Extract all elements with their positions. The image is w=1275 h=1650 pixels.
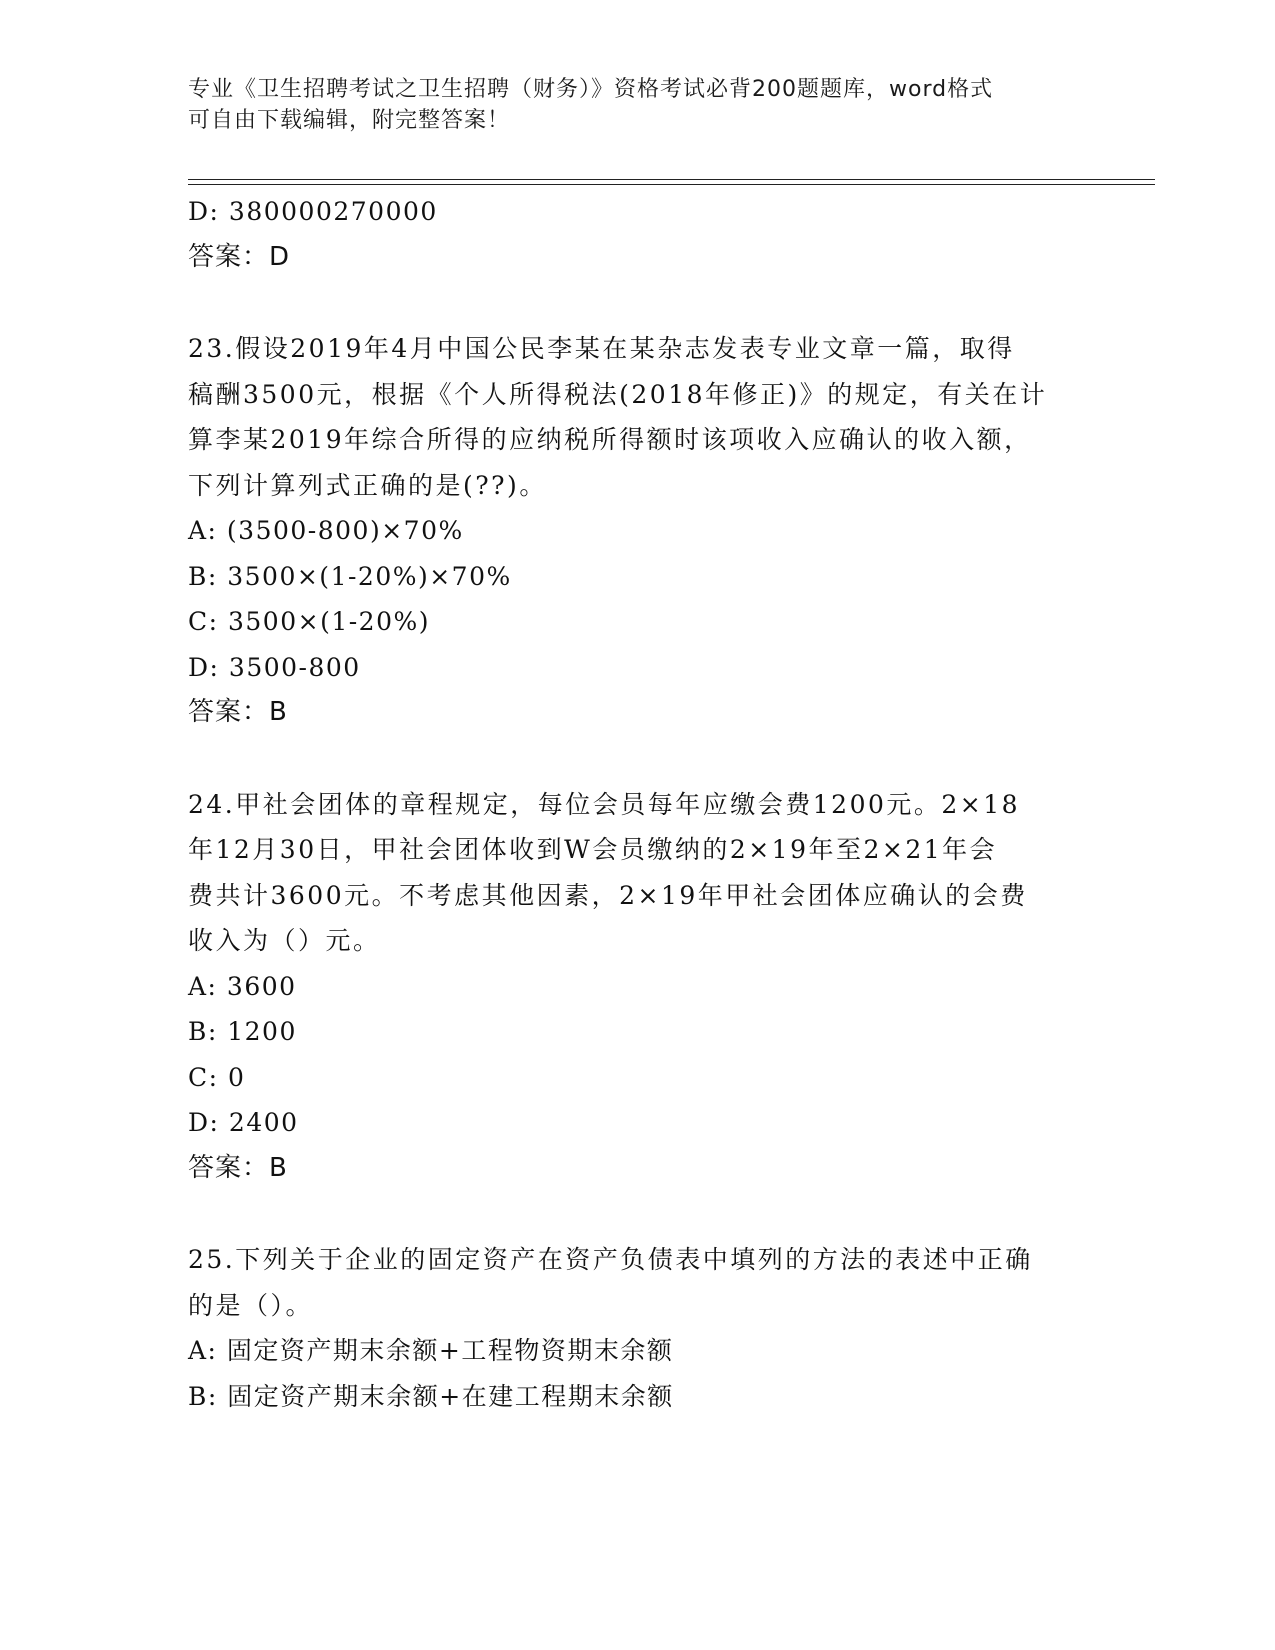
question-24	[188, 782, 1088, 1192]
option-a: A: 固定资产期末余额+工程物资期末余额	[188, 1336, 674, 1365]
answer-line: 答案：B	[188, 697, 288, 727]
question-list	[188, 189, 1088, 1419]
question-text-line: 23.假设2019年4月中国公民李某在某杂志发表专业文章一篇，取得	[188, 334, 1015, 363]
question-text-line: 费共计3600元。不考虑其他因素，2×19年甲社会团体应确认的会费	[188, 880, 1028, 910]
option-d: D: 3500-800	[188, 652, 361, 682]
header-title-line-1: 专业《卫生招聘考试之卫生招聘（财务）》资格考试必背200题题库，word格式	[188, 77, 994, 102]
question-text-line: 算李某2019年综合所得的应纳税所得额时该项收入应确认的收入额，	[188, 425, 1032, 454]
option-c: C: 0	[188, 1062, 246, 1092]
option-a: A: (3500-800)×70%	[188, 516, 464, 545]
question-text-line: 收入为（）元。	[188, 926, 381, 955]
header-title-line-2: 可自由下载编辑，附完整答案！	[188, 108, 511, 133]
question-text-line: 的是（）。	[188, 1290, 314, 1320]
option-b: B: 1200	[188, 1017, 297, 1046]
header-divider-top	[188, 179, 1155, 180]
answer-line: 答案：B	[188, 1152, 288, 1183]
answer-line: 答案：D	[188, 241, 291, 272]
option-d: D: 2400	[188, 1108, 299, 1137]
question-23	[188, 326, 1088, 736]
question-text-line: 24.甲社会团体的章程规定，每位会员每年应缴会费1200元。2×18	[188, 789, 1021, 819]
question-25	[188, 1237, 1088, 1419]
question-text	[188, 1237, 1088, 1328]
document-header	[188, 74, 1088, 136]
question-text-line: 稿酬3500元，根据《个人所得税法(2018年修正)》的规定，有关在计	[188, 379, 1048, 409]
question-text	[188, 782, 1088, 964]
option-b: B: 固定资产期末余额+在建工程期末余额	[188, 1381, 674, 1411]
option-d: D: 380000270000	[188, 197, 438, 226]
question-text	[188, 326, 1088, 508]
question-text-line: 25.下列关于企业的固定资产在资产负债表中填列的方法的表述中正确	[188, 1245, 1033, 1274]
spacer	[188, 1191, 1088, 1237]
question-text-line: 下列计算列式正确的是(??)。	[188, 470, 547, 500]
header-divider-bottom	[188, 184, 1155, 185]
option-c: C: 3500×(1-20%)	[188, 607, 430, 636]
question-text-line: 年12月30日，甲社会团体收到W会员缴纳的2×19年至2×21年会	[188, 835, 998, 864]
spacer	[188, 280, 1088, 326]
question-22-tail	[188, 189, 1088, 280]
option-a: A: 3600	[188, 971, 297, 1001]
option-b: B: 3500×(1-20%)×70%	[188, 561, 512, 591]
spacer	[188, 736, 1088, 782]
